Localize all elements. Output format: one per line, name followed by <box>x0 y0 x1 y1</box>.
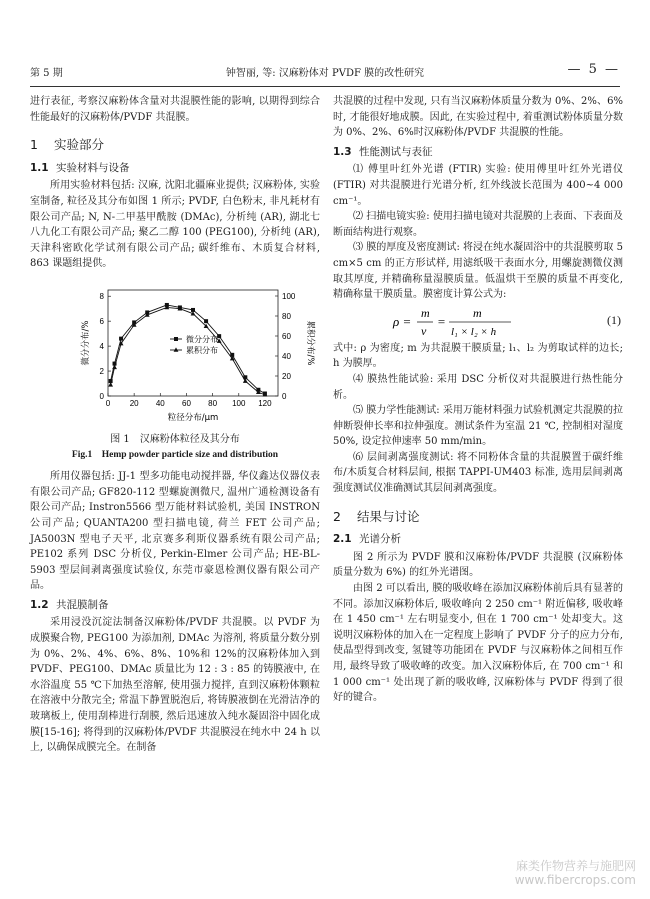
x-tick-label: 20 <box>129 398 139 408</box>
x-tick-label: 80 <box>208 398 218 408</box>
intro-paragraph: 进行表征, 考察汉麻粉体含量对共混膜性能的影响, 以期得到综合性能最好的汉麻粉体/PVDF 共混膜。 <box>30 96 320 123</box>
subsection-1-1-heading <box>30 161 320 177</box>
y-right-tick-label: 20 <box>282 371 291 381</box>
preparation-paragraph: 采用浸没沉淀法制备汉麻粉体/PVDF 共混膜。以 PVDF 为成膜聚合物, PEG100 为添加剂, DMAc 为溶剂, 将质量分数分别为 0%、2%、4%、6%、8%、10%和 12%的汉麻粉体加入到 PVDF、PEG100、DMAc 质量比为 12 : 3 : 85 的铸膜液中, 在水浴温度 55 ℃下加热至溶解, 使用强力搅拌, 直到汉麻粉体颗粒在溶液中分散完全; 常温下静置脱泡后, 将铸膜液倒在光滑洁净的玻璃板上, 使用刮棒进行刮膜, 然后迅速放入纯水凝固浴中固化成膜[15-16]; 将得到的汉麻粉体/PVDF 共混膜浸在纯水中 24 h 以上, 以确保成膜完全。在制备 <box>30 617 320 754</box>
test-item-1: ⑴ 傅里叶红外光谱 (FTIR) 实验: 使用傅里叶红外光谱仪 (FTIR) 对共混膜进行光谱分析, 红外线波长范围为 400~4 000 cm⁻¹。 <box>333 164 623 207</box>
subsection-number: 1.2 <box>30 598 49 611</box>
subsection-number: 1.3 <box>333 145 352 158</box>
x-tick-label: 60 <box>182 398 191 408</box>
y-right-tick-label: 100 <box>282 291 296 301</box>
test-item-3: ⑶ 膜的厚度及密度测试: 将浸在纯水凝固浴中的共混膜剪取 5 cm×5 cm 的正方形试样, 用滤纸吸干表面水分, 用螺旋测微仪测取其厚度, 并精确称量湿膜质量。低温烘干至膜的质量不再变化, 精确称量干膜质量。膜密度计算公式为: <box>333 242 623 301</box>
test-item-2: ⑵ 扫描电镜实验: 使用扫描电镜对共混膜的上表面、下表面及断面结构进行观察。 <box>333 211 623 238</box>
instruments-paragraph: 所用仪器包括: JJ-1 型多功能电动搅拌器, 华仪鑫达仪器仪表有限公司产品; GF820-112 型螺旋测微尺, 温州广通检测设备有限公司产品; Instron5566 型万能材料试验机, 美国 INSTRON 公司产品; QUANTA200 型扫描电镜, 荷兰 FET 公司产品; JA5003N 型电子天平, 北京赛多利斯仪器系统有限公司产品; PE102 系列 DSC 分析仪, Perkin-Elmer 公司产品; HE-BL-5903 型层间剥离强度试验仪, 东莞市豪恩检测仪器有限公司产品。 <box>30 471 320 592</box>
test-item-4: ⑷ 膜热性能试验: 采用 DSC 分析仪对共混膜进行热性能分析。 <box>333 373 623 401</box>
formula-graphic <box>333 305 533 339</box>
subsection-title: 性能测试与表征 <box>359 145 433 158</box>
y-right-tick-label: 60 <box>282 331 291 341</box>
svg-text:m: m <box>473 305 482 320</box>
page-header <box>30 64 620 80</box>
svg-text:v: v <box>421 323 427 338</box>
data-point <box>204 319 208 323</box>
issue-label: 第 5 期 <box>30 68 63 79</box>
x-tick-label: 40 <box>155 398 165 408</box>
subsection-number: 1.1 <box>30 161 49 174</box>
density-formula <box>333 305 623 339</box>
y-left-tick-label: 0 <box>99 391 104 401</box>
subsection-title: 共混膜制备 <box>56 598 109 611</box>
subsection-1-2-heading <box>30 598 320 614</box>
x-tick-label: 0 <box>105 398 111 408</box>
y-right-tick-label: 80 <box>282 311 291 321</box>
equation-number: (1) <box>607 312 621 327</box>
section-2-heading <box>333 509 623 525</box>
continued-paragraph: 共混膜的过程中发现, 只有当汉麻粉体质量分数为 0%、2%、6%时, 才能很好地成膜。因此, 在实验过程中, 着重测试粉体质量分数为 0%、2%、6%时汉麻粉体/PVDF 共混膜的性能。 <box>333 96 623 139</box>
y-left-tick-label: 2 <box>99 366 104 376</box>
y-right-tick-label: 0 <box>282 391 287 401</box>
subsection-title: 实验材料与设备 <box>56 161 130 174</box>
svg-text:l₁ × l₂ × h: l₁ × l₂ × h <box>451 325 497 338</box>
svg-text:ρ =: ρ = <box>393 313 412 329</box>
test-item-6: ⑹ 层间剥离强度测试: 将不同粉体含量的共混膜置于碳纤维布/木质复合材料层间, 根据 TAPPI-UM403 标准, 选用层间剥离强度测试仪准确测试其层间剥离强度。 <box>333 451 623 495</box>
left-column <box>30 94 320 756</box>
section-title: 结果与讨论 <box>357 508 420 524</box>
figure-caption: 图 1 汉麻粉体粒径及其分布 <box>110 433 240 445</box>
y-right-axis-label: 累积分布/% <box>305 320 315 366</box>
section-1-heading <box>30 137 320 153</box>
subsection-title: 光谱分析 <box>359 533 401 546</box>
x-tick-label: 100 <box>232 398 246 408</box>
header-rule <box>30 86 620 87</box>
y-left-tick-label: 8 <box>99 292 104 302</box>
figure-caption-en: Fig.1 Hemp powder particle size and distribution <box>71 449 279 460</box>
figure-1 <box>30 278 320 428</box>
svg-text:m: m <box>421 305 430 320</box>
legend-label: 微分分布 <box>186 334 218 344</box>
spectra-intro-paragraph: 图 2 所示为 PVDF 膜和汉麻粉体/PVDF 共混膜 (汉麻粉体质量分数为 6%) 的红外光谱图。 <box>333 551 623 579</box>
y-left-tick-label: 6 <box>99 317 104 327</box>
subsection-1-3-heading <box>333 145 623 161</box>
x-tick-label: 120 <box>258 398 272 408</box>
test-item-5: ⑸ 膜力学性能测试: 采用万能材料强力试验机测定共混膜的拉伸断裂伸长率和拉伸强度。测试条件为室温 21 ℃, 控制相对湿度 50%, 设定拉伸速率 50 mm/min。 <box>333 405 623 448</box>
materials-paragraph: 所用实验材料包括: 汉麻, 沈阳北疆麻业提供; 汉麻粉体, 实验室制备, 粒径及其分布如图 1 所示; PVDF, 白色粉末, 非凡耗材有限公司产品; N, N-二甲基甲酰胺 (DMAc), 分析纯 (AR), 湖北七八九化工有限公司产品; 聚乙二醇 100 (PEG100), 分析纯 (AR), 天津科密欧化学试剂有限公司产品; 碳纤维布、木质复合材料, 863 课题组提供。 <box>30 180 320 270</box>
running-title: 钟智丽, 等: 汉麻粉体对 PVDF 膜的改性研究 <box>225 68 425 79</box>
data-point <box>119 337 123 341</box>
section-number: 1 <box>30 137 38 153</box>
watermark-line-1: 麻类作物营养与施肥网 <box>515 859 636 873</box>
subsection-2-1-heading <box>333 532 623 548</box>
right-column <box>333 94 623 706</box>
x-axis-label: 粒径分布/μm <box>167 412 219 423</box>
watermark <box>515 859 636 887</box>
svg-text:=: = <box>437 313 446 329</box>
y-left-tick-label: 4 <box>99 342 104 352</box>
section-number: 2 <box>333 508 341 524</box>
page-number: — 5 — <box>567 62 620 77</box>
formula-note: 式中: ρ 为密度; m 为共混膜干膜质量; l₁、l₂ 为剪取试样的边长; h 为膜厚。 <box>333 342 623 370</box>
section-title: 实验部分 <box>54 137 105 153</box>
legend-label: 累积分布 <box>186 345 218 355</box>
y-right-tick-label: 40 <box>282 351 291 361</box>
watermark-line-2: www.fibercrops.com <box>514 873 636 887</box>
spectra-discussion-paragraph: 由图 2 可以看出, 膜的吸收峰在添加汉麻粉体前后具有显著的不同。添加汉麻粉体后, 吸收峰向 2 250 cm⁻¹ 附近偏移, 吸收峰在 1 450 cm⁻¹ 左右明显变小, 但在 1 700 cm⁻¹ 处却变大。这说明汉麻粉体的加入在一定程度上影响了 PVDF 分子的应力分布, 使晶型得到改变, 氢键等功能团在 PVDF 与汉麻粉体之间相互作用, 最终导致了吸收峰的改变。加入汉麻粉体后, 在 700 cm⁻¹ 和 1 000 cm⁻¹ 处出现了新的吸收峰, 汉麻粉体与 PVDF 得到了很好的键合。 <box>333 583 623 704</box>
legend-marker <box>174 337 178 341</box>
y-left-axis-label: 微分分布/% <box>81 320 91 366</box>
particle-size-chart <box>30 278 320 428</box>
subsection-number: 2.1 <box>333 533 352 546</box>
